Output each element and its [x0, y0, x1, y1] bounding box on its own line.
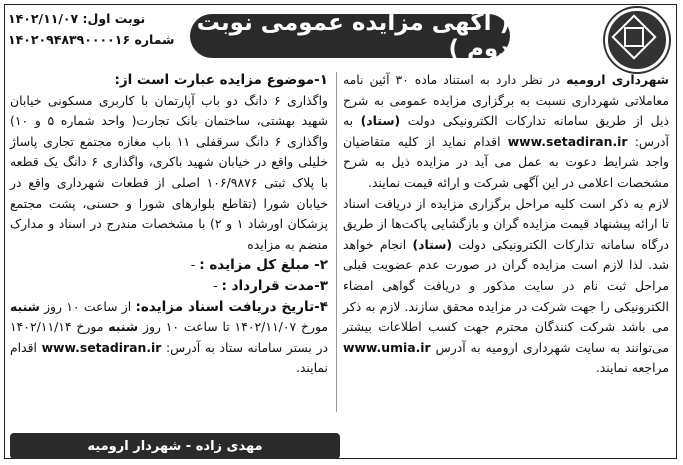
amount-heading: ۲- مبلغ کل مزایده : — [199, 257, 328, 274]
procedure-text-a: لازم به ذکر است کلیه مراحل برگزاری مزایده از دریافت اسناد تا ارائه پیشنهاد قیمت مزایده گران و بازگشایی پاکت‌ها از طریق درگاه سامانه تدارکات الکترونیکی دولت — [343, 195, 669, 252]
number-value: ۱۴۰۲۰۹۴۸۳۹۰۰۰۰۱۶ — [8, 32, 131, 47]
setad-url-link-2[interactable]: www.setadiran.ir — [41, 339, 162, 355]
intro-text: در نظر دارد به استناد ماده ۳۰ آئین نامه معاملاتی شهرداری نسبت به برگزاری مزایده عمومی به شرح ذیل از طریق سامانه تدارکات الکترونیکی دولت — [343, 72, 669, 129]
municipality-name: شهرداری ارومیه — [566, 72, 669, 87]
intro-paragraph — [343, 70, 669, 194]
issue-date: ۱۴۰۲/۱۱/۰۷ — [8, 11, 79, 26]
duration-value: - — [213, 277, 218, 293]
procedure-paragraph — [343, 194, 669, 379]
receipt-text-c: مورخ ۱۴۰۲/۱۱/۱۴ در بستر سامانه ستاد به آدرس: — [10, 319, 328, 355]
amount-line — [10, 255, 328, 276]
procedure-text-c: مراجعه نمایند. — [595, 360, 669, 376]
duration-line — [10, 276, 328, 297]
receipt-tail: اقدام نمایند. — [10, 339, 328, 376]
receipt-day-2: شنبه — [108, 319, 139, 335]
issue-number-line — [8, 29, 184, 50]
municipality-logo — [605, 8, 669, 72]
column-divider — [336, 72, 337, 412]
subject-heading: ۱-موضوع مزایده عبارت است از: — [114, 72, 328, 88]
umia-url-link[interactable]: www.umia.ir — [343, 339, 431, 355]
left-column-text — [10, 70, 328, 379]
invitation-text: اقدام نماید از کلیه متقاضیان واجد شرایط دعوت به عمل می آید در مزایده ذیل به شرح مشخصات اعلامی در این آگهی شرکت و ارائه قیمت نمایند. — [343, 133, 669, 190]
logo-square-shape — [624, 27, 644, 47]
setad-label: (ستاد) — [360, 113, 401, 129]
number-label: شماره — [134, 32, 175, 47]
procedure-text-b: انجام خواهد شد. لذا لازم است مزایده گران در صورت عدم عضویت قبلی مراحل ثبت نام در سایت مذکور و دریافت گواهی امضاء الکترونیکی را جهت شرکت در مزایده محقق سازند. لازم به ذکر می باشد شرکت کنندگان محترم جهت کسب اطلاعات بیشتر می‌توانند به سایت شهرداری ارومیه به آدرس — [343, 236, 669, 355]
amount-value: - — [190, 257, 196, 273]
issue-date-line — [8, 8, 184, 29]
signature-bar — [10, 433, 340, 459]
receipt-text-b: مورخ ۱۴۰۲/۱۱/۰۷ تا ساعت ۱۰ روز — [138, 319, 328, 335]
receipt-line — [10, 297, 328, 379]
duration-heading: ۳-مدت قرارداد : — [221, 277, 328, 294]
signature-text: مهدی زاده - شهردار ارومیه — [87, 438, 263, 454]
intro-tail: به آدرس: — [343, 113, 669, 149]
setad-label-2: (ستاد) — [412, 236, 453, 252]
right-column-text — [343, 70, 669, 379]
issue-label: نوبت اول: — [82, 11, 146, 26]
receipt-day-1: شنبه — [10, 298, 40, 314]
issue-info — [8, 8, 184, 54]
receipt-heading: ۴-تاریخ دریافت اسناد مزایده: — [135, 298, 328, 315]
notice-title: ( آگهی مزایده عمومی نوبت دوم ) — [190, 14, 510, 58]
receipt-text-a: از ساعت ۱۰ روز — [39, 298, 136, 314]
setad-url-link[interactable]: www.setadiran.ir — [507, 133, 628, 149]
subject-text: واگذاری ۶ دانگ دو باب آپارتمان با کاربری مسکونی خیابان شهید بهشتی، ساختمان بانک تجارت( واحد شماره ۵ و ۱۰) واگذاری ۶ دانگ سرقفلی ۱۱ باب مغازه مجتمع تجاری پاساژ خلیلی واقع در خیابان شهید باکری، واگذاری ۶ دانگ یک قطعه با پلاک ثبتی ۱۰۶/۹۸۷۶ اصلی از قطعات شهرداری واقع در خیابان شورا (تقاطع بلوارهای شورا و حسنی، پشت مجتمع پزشکان اورشاد ۱ و ۲) با مشخصات مندرج در اسناد و مدارک منضم به مزایده — [10, 92, 329, 252]
